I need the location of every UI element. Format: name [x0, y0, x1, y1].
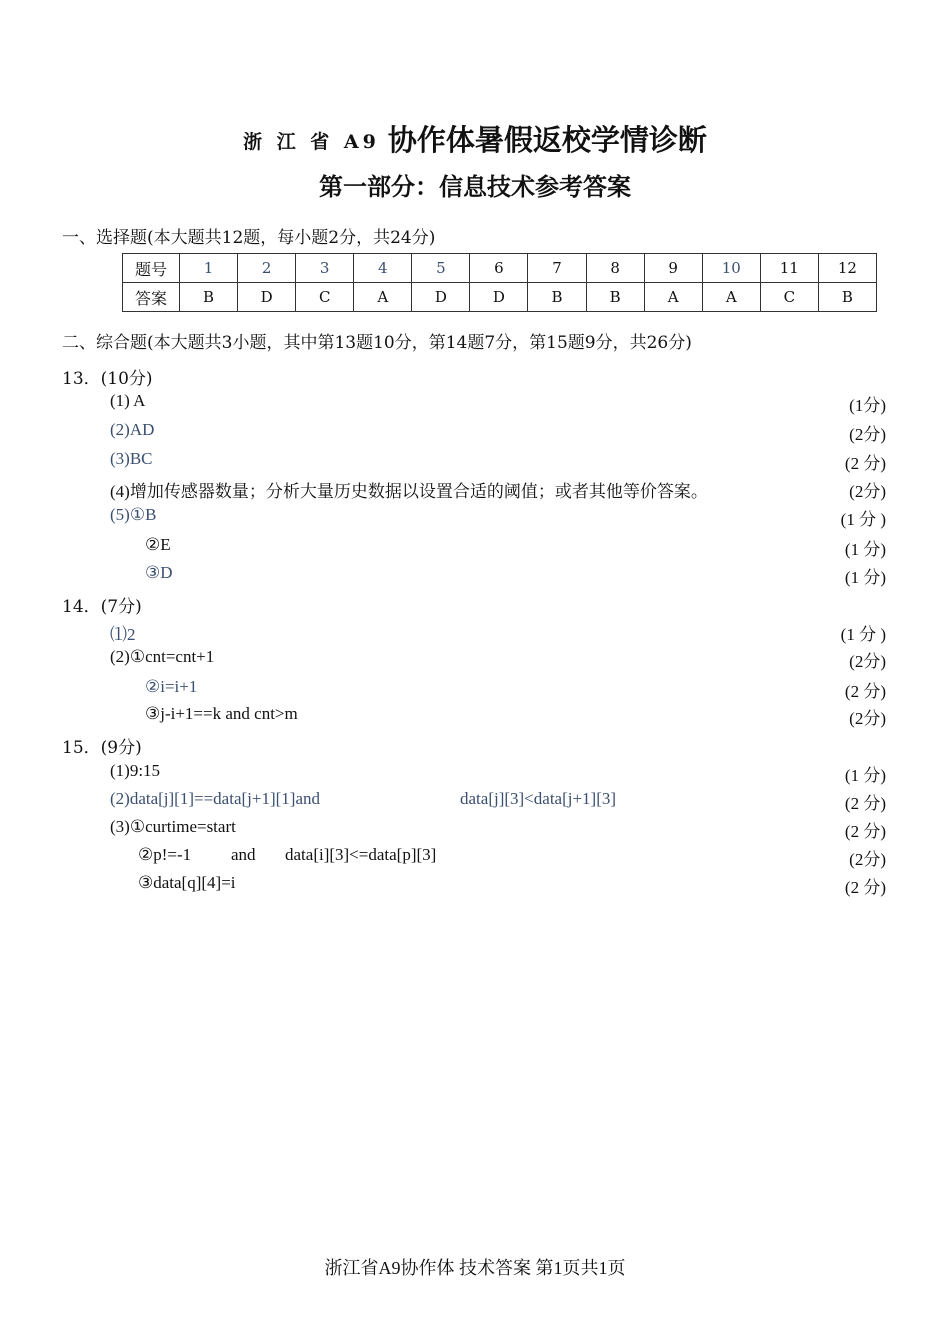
points-label: (2分): [849, 482, 886, 501]
points-label: (1 分): [844, 568, 886, 587]
answer-line: ②E: [145, 535, 171, 554]
points-label: (2分): [849, 425, 886, 444]
title-main: 协作体暑假返校学情诊断: [387, 123, 707, 157]
question-13-title: 13．(10分): [62, 369, 153, 389]
answer-line: (2)①cnt=cnt+1: [110, 647, 215, 666]
points-label: (2 分): [844, 794, 886, 813]
points-label: (1 分): [844, 766, 886, 785]
answer-line-continued: data[j][3]<data[j+1][3]: [460, 789, 617, 808]
answer-line: (3)①curtime=start: [110, 817, 236, 836]
table-cell: C: [760, 283, 818, 312]
points-label: (1分): [849, 396, 886, 415]
table-cell: D: [412, 283, 470, 312]
points-label: (1 分): [844, 540, 886, 559]
table-cell: A: [644, 283, 702, 312]
table-row-numbers: [123, 254, 877, 283]
title-prefix: 浙 江 省 A9: [243, 131, 380, 153]
table-cell: 3: [296, 254, 354, 283]
table-cell: 6: [470, 254, 528, 283]
points-label: (2 分): [844, 822, 886, 841]
table-cell: B: [528, 283, 586, 312]
answer-line-continued: data[i][3]<=data[p][3]: [285, 845, 437, 864]
table-cell: A: [702, 283, 760, 312]
table-row-answers: [123, 283, 877, 312]
points-label: (2 分): [844, 878, 886, 897]
table-cell: 4: [354, 254, 412, 283]
question-14-title: 14．(7分): [62, 597, 142, 617]
table-cell: B: [818, 283, 876, 312]
answer-line-continued: and: [231, 845, 256, 864]
question-15-title: 15．(9分): [62, 738, 142, 758]
table-cell: 1: [180, 254, 238, 283]
answer-table: [122, 253, 877, 312]
page-footer: 浙江省A9协作体 技术答案 第1页共1页: [324, 1258, 626, 1278]
points-label: (2分): [849, 652, 886, 671]
table-cell: 11: [760, 254, 818, 283]
answer-line: (1)9:15: [110, 761, 161, 780]
table-cell: 9: [644, 254, 702, 283]
answer-line: (4)增加传感器数量；分析大量历史数据以设置合适的阈值；或者其他等价答案。: [110, 482, 708, 501]
table-cell: 5: [412, 254, 470, 283]
table-cell: 8: [586, 254, 644, 283]
points-label: (1 分 ): [840, 510, 886, 529]
table-header-number: 题号: [123, 254, 180, 283]
points-label: (1 分 ): [840, 625, 886, 644]
answer-line: ②i=i+1: [145, 677, 198, 696]
table-cell: 10: [702, 254, 760, 283]
table-cell: D: [470, 283, 528, 312]
table-cell: A: [354, 283, 412, 312]
section1-heading: 一、选择题(本大题共12题，每小题2分，共24分): [62, 228, 436, 248]
points-label: (2 分): [844, 682, 886, 701]
answer-line: (5)①B: [110, 505, 157, 524]
points-label: (2分): [849, 850, 886, 869]
document-title: [0, 118, 950, 159]
points-label: (2 分): [844, 454, 886, 473]
points-label: (2分): [849, 709, 886, 728]
table-cell: 12: [818, 254, 876, 283]
table-cell: B: [586, 283, 644, 312]
answer-line: (2)AD: [110, 420, 155, 439]
table-cell: 2: [238, 254, 296, 283]
table-cell: C: [296, 283, 354, 312]
answer-line: (2)data[j][1]==data[j+1][1]and: [110, 789, 320, 808]
answer-line: ③j-i+1==k and cnt>m: [145, 704, 298, 723]
answer-line: ③D: [145, 563, 173, 582]
section2-heading: 二、综合题(本大题共3小题，其中第13题10分，第14题7分，第15题9分，共26分): [62, 333, 692, 353]
table-cell: D: [238, 283, 296, 312]
answer-line: (1) A: [110, 391, 146, 410]
answer-line: ②p!=-1: [138, 845, 192, 864]
table-cell: 7: [528, 254, 586, 283]
document-subtitle: 第一部分：信息技术参考答案: [319, 172, 631, 201]
answer-line: ③data[q][4]=i: [138, 873, 236, 892]
answer-line: ⑴2: [110, 625, 136, 644]
table-cell: B: [180, 283, 238, 312]
table-header-answer: 答案: [123, 283, 180, 312]
answer-line: (3)BC: [110, 449, 153, 468]
